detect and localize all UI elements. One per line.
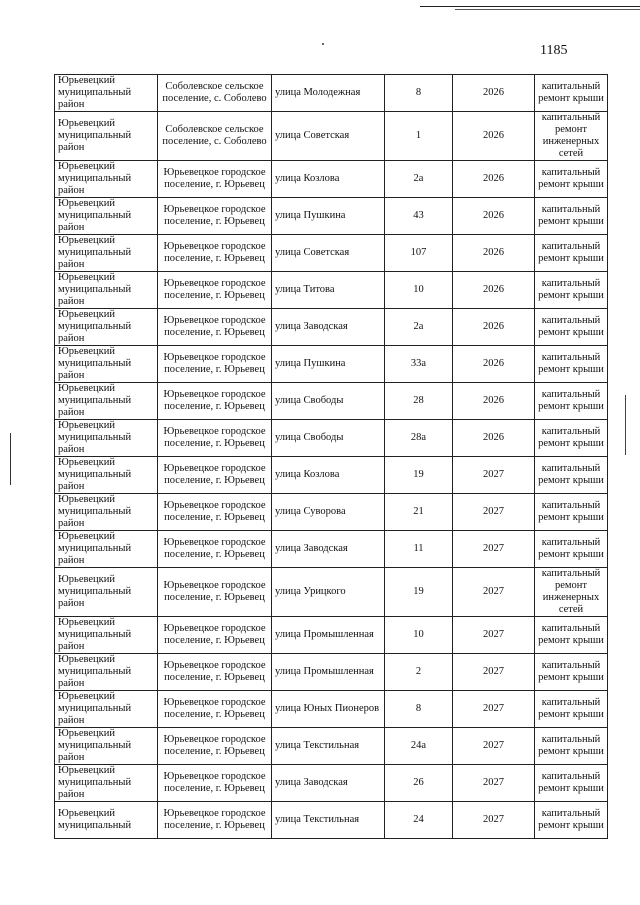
work-type-cell: капитальный ремонт крыши xyxy=(535,494,608,531)
work-type-cell: капитальный ремонт крыши xyxy=(535,728,608,765)
settlement-cell: Юрьевецкое городское поселение, г. Юрьевец xyxy=(158,235,272,272)
year-cell: 2026 xyxy=(453,161,535,198)
street-cell: улица Пушкина xyxy=(272,346,385,383)
year-cell: 2026 xyxy=(453,75,535,112)
street-cell: улица Свободы xyxy=(272,383,385,420)
year-cell: 2027 xyxy=(453,654,535,691)
settlement-cell: Юрьевецкое городское поселение, г. Юрьевец xyxy=(158,494,272,531)
work-type-cell: капитальный ремонт крыши xyxy=(535,383,608,420)
table-row xyxy=(55,691,608,728)
table-row xyxy=(55,383,608,420)
street-cell: улица Молодежная xyxy=(272,75,385,112)
district-cell: Юрьевецкий муниципальный район xyxy=(55,728,158,765)
year-cell: 2027 xyxy=(453,457,535,494)
street-cell: улица Свободы xyxy=(272,420,385,457)
top-rule xyxy=(420,6,640,7)
year-cell: 2026 xyxy=(453,112,535,161)
work-type-cell: капитальный ремонт крыши xyxy=(535,346,608,383)
settlement-cell: Юрьевецкое городское поселение, г. Юрьевец xyxy=(158,568,272,617)
district-cell: Юрьевецкий муниципальный район xyxy=(55,691,158,728)
year-cell: 2027 xyxy=(453,494,535,531)
year-cell: 2026 xyxy=(453,309,535,346)
work-type-cell: капитальный ремонт крыши xyxy=(535,765,608,802)
table-row xyxy=(55,346,608,383)
district-cell: Юрьевецкий муниципальный район xyxy=(55,654,158,691)
work-type-cell: капитальный ремонт крыши xyxy=(535,420,608,457)
table-row xyxy=(55,235,608,272)
work-type-cell: капитальный ремонт крыши xyxy=(535,161,608,198)
house-number-cell: 24 xyxy=(385,802,453,839)
street-cell: улица Промышленная xyxy=(272,617,385,654)
street-cell: улица Пушкина xyxy=(272,198,385,235)
district-cell: Юрьевецкий муниципальный район xyxy=(55,383,158,420)
district-cell: Юрьевецкий муниципальный район xyxy=(55,75,158,112)
district-cell: Юрьевецкий муниципальный район xyxy=(55,309,158,346)
district-cell: Юрьевецкий муниципальный район xyxy=(55,765,158,802)
top-rule-secondary xyxy=(455,9,640,10)
house-number-cell: 10 xyxy=(385,617,453,654)
district-cell: Юрьевецкий муниципальный район xyxy=(55,346,158,383)
table-row xyxy=(55,272,608,309)
settlement-cell: Юрьевецкое городское поселение, г. Юрьевец xyxy=(158,383,272,420)
settlement-cell: Юрьевецкое городское поселение, г. Юрьевец xyxy=(158,617,272,654)
work-type-cell: капитальный ремонт крыши xyxy=(535,531,608,568)
street-cell: улица Козлова xyxy=(272,161,385,198)
house-number-cell: 43 xyxy=(385,198,453,235)
margin-mark-left xyxy=(10,433,11,485)
settlement-cell: Юрьевецкое городское поселение, г. Юрьевец xyxy=(158,765,272,802)
settlement-cell: Юрьевецкое городское поселение, г. Юрьевец xyxy=(158,198,272,235)
table-row xyxy=(55,617,608,654)
house-number-cell: 24а xyxy=(385,728,453,765)
district-cell: Юрьевецкий муниципальный район xyxy=(55,420,158,457)
settlement-cell: Юрьевецкое городское поселение, г. Юрьевец xyxy=(158,457,272,494)
page-number: 1185 xyxy=(540,43,568,58)
year-cell: 2026 xyxy=(453,420,535,457)
street-cell: улица Юных Пионеров xyxy=(272,691,385,728)
house-number-cell: 1 xyxy=(385,112,453,161)
table-row xyxy=(55,198,608,235)
house-number-cell: 19 xyxy=(385,457,453,494)
house-number-cell: 8 xyxy=(385,691,453,728)
year-cell: 2027 xyxy=(453,691,535,728)
house-number-cell: 28 xyxy=(385,383,453,420)
registry-table xyxy=(54,74,608,839)
year-cell: 2026 xyxy=(453,383,535,420)
table-row xyxy=(55,765,608,802)
settlement-cell: Соболевское сельское поселение, с. Соболево xyxy=(158,112,272,161)
table-row xyxy=(55,112,608,161)
house-number-cell: 26 xyxy=(385,765,453,802)
street-cell: улица Заводская xyxy=(272,309,385,346)
year-cell: 2026 xyxy=(453,346,535,383)
street-cell: улица Заводская xyxy=(272,765,385,802)
district-cell: Юрьевецкий муниципальный район xyxy=(55,272,158,309)
work-type-cell: капитальный ремонт инженерных сетей xyxy=(535,568,608,617)
district-cell: Юрьевецкий муниципальный xyxy=(55,802,158,839)
year-cell: 2027 xyxy=(453,531,535,568)
settlement-cell: Юрьевецкое городское поселение, г. Юрьевец xyxy=(158,309,272,346)
house-number-cell: 8 xyxy=(385,75,453,112)
table-row xyxy=(55,420,608,457)
settlement-cell: Юрьевецкое городское поселение, г. Юрьевец xyxy=(158,161,272,198)
district-cell: Юрьевецкий муниципальный район xyxy=(55,112,158,161)
street-cell: улица Урицкого xyxy=(272,568,385,617)
house-number-cell: 2а xyxy=(385,161,453,198)
table-row xyxy=(55,531,608,568)
street-cell: улица Козлова xyxy=(272,457,385,494)
table-row xyxy=(55,309,608,346)
table-row xyxy=(55,457,608,494)
year-cell: 2027 xyxy=(453,568,535,617)
street-cell: улица Текстильная xyxy=(272,728,385,765)
work-type-cell: капитальный ремонт крыши xyxy=(535,802,608,839)
settlement-cell: Юрьевецкое городское поселение, г. Юрьевец xyxy=(158,420,272,457)
work-type-cell: капитальный ремонт крыши xyxy=(535,235,608,272)
table-row xyxy=(55,161,608,198)
table-row xyxy=(55,75,608,112)
district-cell: Юрьевецкий муниципальный район xyxy=(55,568,158,617)
settlement-cell: Юрьевецкое городское поселение, г. Юрьевец xyxy=(158,654,272,691)
work-type-cell: капитальный ремонт крыши xyxy=(535,654,608,691)
settlement-cell: Юрьевецкое городское поселение, г. Юрьевец xyxy=(158,802,272,839)
district-cell: Юрьевецкий муниципальный район xyxy=(55,161,158,198)
table-row xyxy=(55,802,608,839)
work-type-cell: капитальный ремонт крыши xyxy=(535,691,608,728)
table-row xyxy=(55,494,608,531)
settlement-cell: Юрьевецкое городское поселение, г. Юрьевец xyxy=(158,531,272,568)
work-type-cell: капитальный ремонт крыши xyxy=(535,457,608,494)
district-cell: Юрьевецкий муниципальный район xyxy=(55,531,158,568)
work-type-cell: капитальный ремонт крыши xyxy=(535,309,608,346)
year-cell: 2027 xyxy=(453,802,535,839)
street-cell: улица Заводская xyxy=(272,531,385,568)
house-number-cell: 2а xyxy=(385,309,453,346)
table-row xyxy=(55,654,608,691)
table-row xyxy=(55,728,608,765)
year-cell: 2026 xyxy=(453,198,535,235)
settlement-cell: Юрьевецкое городское поселение, г. Юрьевец xyxy=(158,346,272,383)
year-cell: 2026 xyxy=(453,272,535,309)
scan-speck xyxy=(322,43,324,45)
street-cell: улица Советская xyxy=(272,235,385,272)
registry-table-body xyxy=(55,75,608,839)
work-type-cell: капитальный ремонт крыши xyxy=(535,272,608,309)
house-number-cell: 33а xyxy=(385,346,453,383)
settlement-cell: Соболевское сельское поселение, с. Соболево xyxy=(158,75,272,112)
work-type-cell: капитальный ремонт крыши xyxy=(535,198,608,235)
district-cell: Юрьевецкий муниципальный район xyxy=(55,235,158,272)
settlement-cell: Юрьевецкое городское поселение, г. Юрьевец xyxy=(158,691,272,728)
street-cell: улица Титова xyxy=(272,272,385,309)
house-number-cell: 2 xyxy=(385,654,453,691)
house-number-cell: 28а xyxy=(385,420,453,457)
street-cell: улица Суворова xyxy=(272,494,385,531)
work-type-cell: капитальный ремонт крыши xyxy=(535,617,608,654)
street-cell: улица Промышленная xyxy=(272,654,385,691)
district-cell: Юрьевецкий муниципальный район xyxy=(55,494,158,531)
work-type-cell: капитальный ремонт крыши xyxy=(535,75,608,112)
street-cell: улица Советская xyxy=(272,112,385,161)
year-cell: 2027 xyxy=(453,617,535,654)
district-cell: Юрьевецкий муниципальный район xyxy=(55,457,158,494)
district-cell: Юрьевецкий муниципальный район xyxy=(55,198,158,235)
house-number-cell: 10 xyxy=(385,272,453,309)
street-cell: улица Текстильная xyxy=(272,802,385,839)
house-number-cell: 19 xyxy=(385,568,453,617)
margin-mark-right xyxy=(625,395,626,455)
house-number-cell: 11 xyxy=(385,531,453,568)
work-type-cell: капитальный ремонт инженерных сетей xyxy=(535,112,608,161)
year-cell: 2027 xyxy=(453,728,535,765)
table-row xyxy=(55,568,608,617)
settlement-cell: Юрьевецкое городское поселение, г. Юрьевец xyxy=(158,728,272,765)
settlement-cell: Юрьевецкое городское поселение, г. Юрьевец xyxy=(158,272,272,309)
house-number-cell: 107 xyxy=(385,235,453,272)
house-number-cell: 21 xyxy=(385,494,453,531)
district-cell: Юрьевецкий муниципальный район xyxy=(55,617,158,654)
year-cell: 2026 xyxy=(453,235,535,272)
year-cell: 2027 xyxy=(453,765,535,802)
